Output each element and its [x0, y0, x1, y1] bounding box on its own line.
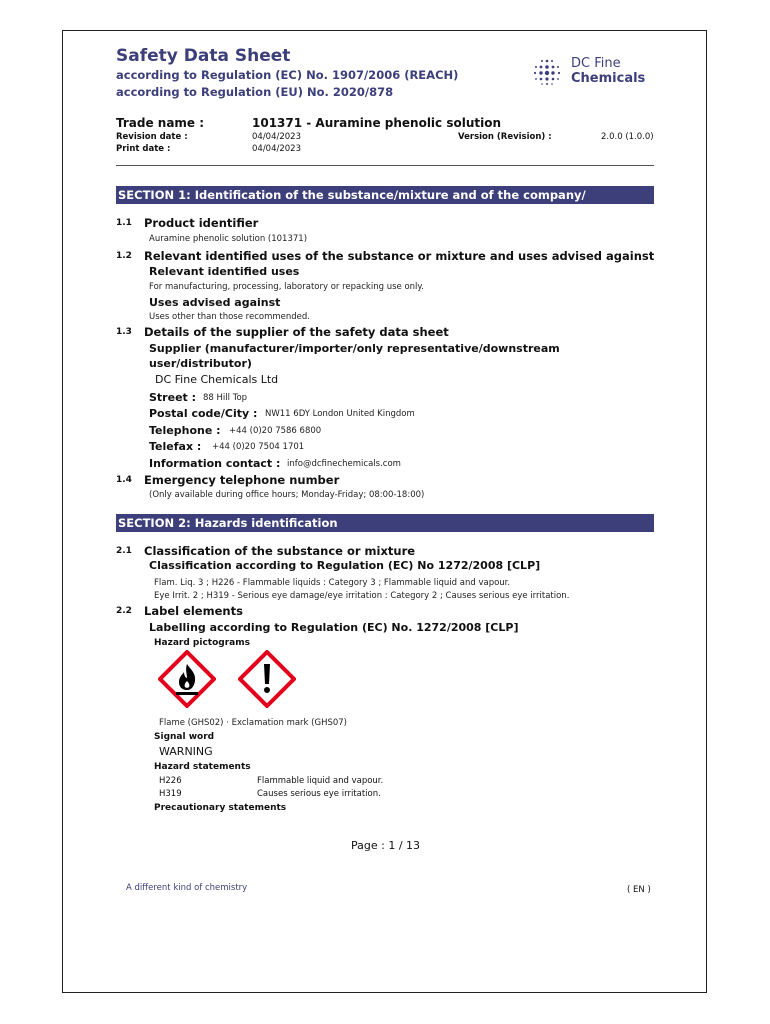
postal-city-value: NW11 6DY London United Kingdom — [265, 409, 415, 419]
revision-date-value: 04/04/2023 — [252, 132, 301, 142]
section-2-2-title: Label elements — [144, 604, 243, 618]
section-1-2-title: Relevant identified uses of the substance or mixture and uses advised against — [144, 249, 655, 263]
logo-text-dc-fine: DC Fine — [571, 56, 621, 71]
information-contact-email[interactable]: info@dcfinechemicals.com — [287, 459, 401, 469]
emergency-telephone-text: (Only available during office hours; Monday-Friday; 08:00-18:00) — [149, 490, 425, 500]
supplier-label-line2: user/distributor) — [149, 357, 252, 370]
pictogram-caption: Flame (GHS02) · Exclamation mark (GHS07) — [159, 718, 347, 728]
signal-word-label: Signal word — [154, 732, 215, 742]
street-label: Street : — [149, 391, 197, 404]
section-1-1-title: Product identifier — [144, 216, 259, 230]
hazard-code-h226: H226 — [159, 776, 182, 786]
section-2-heading: SECTION 2: Hazards identification — [116, 514, 654, 532]
footer-tagline: A different kind of chemistry — [126, 883, 248, 893]
classification-line-1: Flam. Liq. 3 ; H226 - Flammable liquids : Category 3 ; Flammable liquid and vapour. — [154, 578, 511, 588]
regulation-reach: according to Regulation (EC) No. 1907/2006 (REACH) — [116, 68, 459, 82]
print-date-label: Print date : — [116, 144, 171, 154]
supplier-name: DC Fine Chemicals Ltd — [155, 373, 279, 386]
section-1-4-number: 1.4 — [116, 475, 132, 485]
regulation-eu: according to Regulation (EU) No. 2020/878 — [116, 85, 394, 99]
identified-uses-text: For manufacturing, processing, laboratory or repacking use only. — [149, 282, 424, 292]
uses-advised-against-title: Uses advised against — [149, 296, 281, 309]
supplier-label-line1: Supplier (manufacturer/importer/only representative/downstream — [149, 342, 560, 355]
section-1-3-title: Details of the supplier of the safety data sheet — [144, 325, 449, 339]
signal-word-value: WARNING — [159, 745, 213, 758]
identified-uses-title: Relevant identified uses — [149, 265, 300, 278]
flame-icon — [158, 650, 216, 708]
telefax-value: +44 (0)20 7504 1701 — [212, 442, 305, 452]
exclamation-mark-icon — [238, 650, 296, 708]
uses-advised-against-text: Uses other than those recommended. — [149, 312, 310, 322]
hazard-statements-label: Hazard statements — [154, 762, 251, 772]
trade-name-label: Trade name : — [116, 116, 205, 130]
labelling-title: Labelling according to Regulation (EC) No. 1272/2008 [CLP] — [149, 621, 519, 634]
section-1-heading: SECTION 1: Identification of the substance/mixture and of the company/ undertaking — [116, 186, 654, 204]
section-1-3-number: 1.3 — [116, 327, 132, 337]
information-contact-label: Information contact : — [149, 457, 281, 470]
classification-title: Classification according to Regulation (EC) No 1272/2008 [CLP] — [149, 559, 541, 572]
document-title: Safety Data Sheet — [116, 46, 291, 66]
page-number: Page : 1 / 13 — [351, 839, 421, 852]
section-1-4-title: Emergency telephone number — [144, 473, 340, 487]
language-code: ( EN ) — [627, 885, 651, 895]
street-value: 88 Hill Top — [203, 393, 248, 403]
revision-date-label: Revision date : — [116, 132, 188, 142]
section-1-2-number: 1.2 — [116, 251, 132, 261]
classification-line-2: Eye Irrit. 2 ; H319 - Serious eye damage/eye irritation : Category 2 ; Causes serious eye irritation. — [154, 591, 570, 601]
hazard-text-h319: Causes serious eye irritation. — [257, 789, 381, 799]
header-divider — [116, 165, 654, 166]
section-2-1-number: 2.1 — [116, 546, 132, 556]
trade-name-value: 101371 - Auramine phenolic solution — [252, 116, 502, 130]
telephone-label: Telephone : — [149, 424, 221, 437]
postal-city-label: Postal code/City : — [149, 407, 258, 420]
logo-dots-icon — [532, 58, 562, 86]
logo-text-chemicals: Chemicals — [571, 71, 646, 86]
product-identifier-text: Auramine phenolic solution (101371) — [149, 234, 308, 244]
precautionary-statements-label: Precautionary statements — [154, 803, 287, 813]
telefax-label: Telefax : — [149, 440, 202, 453]
section-2-2-number: 2.2 — [116, 606, 132, 616]
print-date-value: 04/04/2023 — [252, 144, 301, 154]
hazard-pictograms-label: Hazard pictograms — [154, 638, 250, 648]
hazard-code-h319: H319 — [159, 789, 182, 799]
version-value: 2.0.0 (1.0.0) — [601, 132, 654, 142]
telephone-value: +44 (0)20 7586 6800 — [229, 426, 322, 436]
version-label: Version (Revision) : — [458, 132, 552, 142]
section-1-1-number: 1.1 — [116, 218, 132, 228]
section-2-1-title: Classification of the substance or mixture — [144, 544, 416, 558]
hazard-text-h226: Flammable liquid and vapour. — [257, 776, 384, 786]
